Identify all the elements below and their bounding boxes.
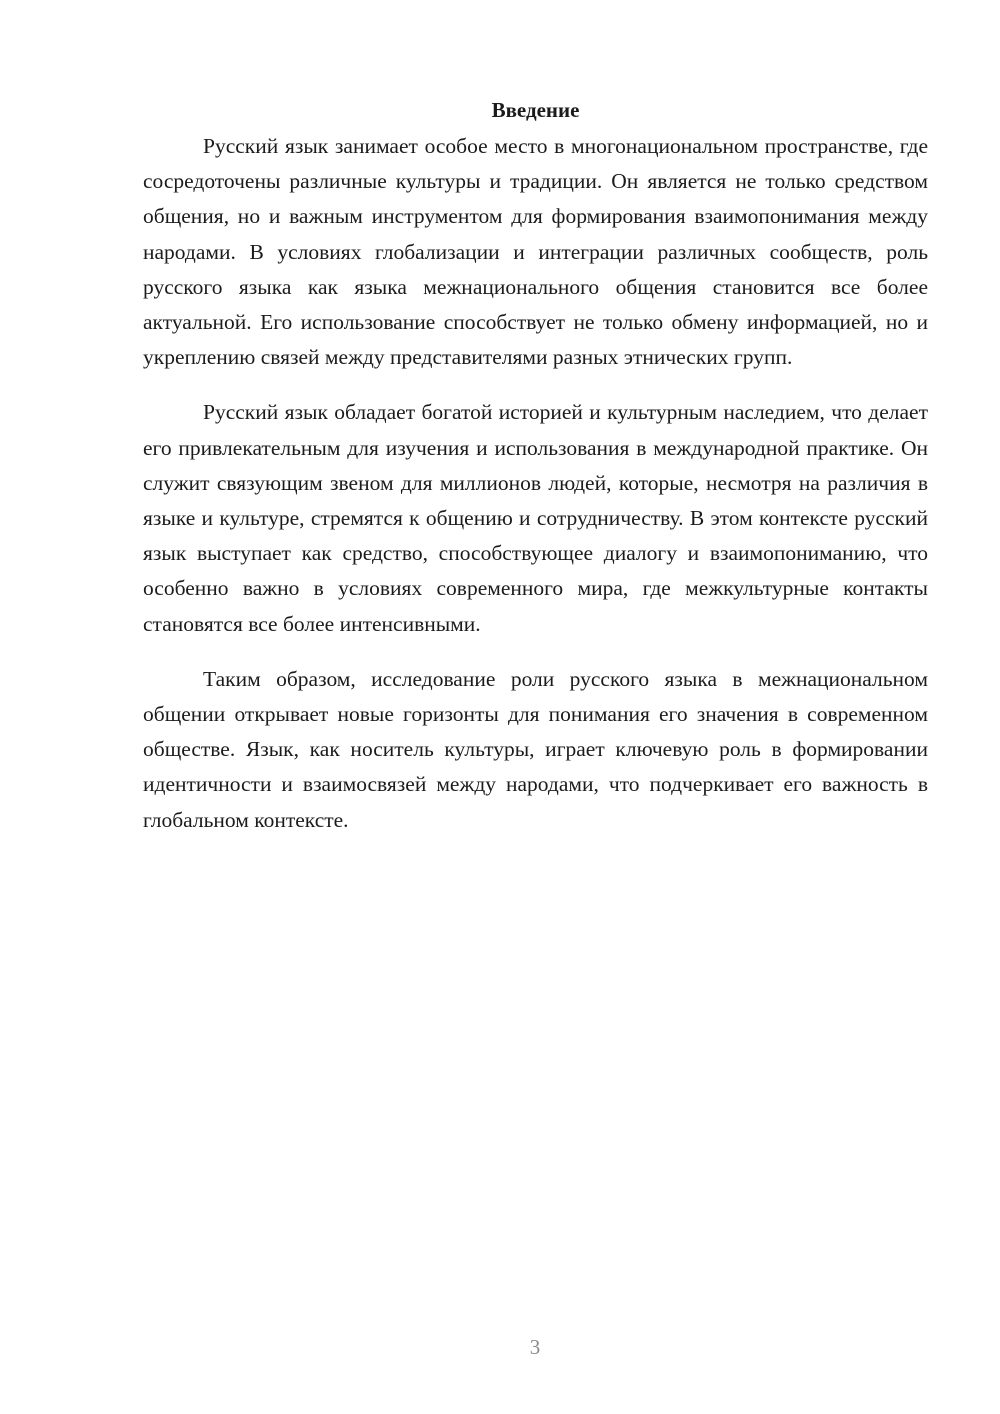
page-number: 3 xyxy=(529,1335,541,1359)
paragraph-2: Русский язык обладает богатой историей и культурным наследием, что делает его привлекательным для изучения и использования в международной практике. Он служит связующим звеном для миллионов людей, которые, несмотря на различия в языке и культуре, стремятся к общению и сотрудничеству. В этом контексте русский язык выступает как средство, способствующее диалогу и взаимопониманию, что особенно важно в условиях современного мира, где межкультурные контакты становятся все более интенсивными. xyxy=(143,400,928,636)
section-title: Введение xyxy=(491,98,580,122)
paragraph-1: Русский язык занимает особое место в многонациональном пространстве, где сосредоточены различные культуры и традиции. Он является не только средством общения, но и важным инструментом для формирования взаимопонимания между народами. В условиях глобализации и интеграции различных сообществ, роль русского языка как языка межнационального общения становится все более актуальной. Его использование способствует не только обмену информацией, но и укреплению связей между представителями разных этнических групп. xyxy=(143,134,928,370)
paragraph-3: Таким образом, исследование роли русского языка в межнациональном общении открывает новые горизонты для понимания его значения в современном обществе. Язык, как носитель культуры, играет ключевую роль в формировании идентичности и взаимосвязей между народами, что подчеркивает его важность в глобальном контексте. xyxy=(143,666,928,832)
page-content xyxy=(143,93,928,858)
